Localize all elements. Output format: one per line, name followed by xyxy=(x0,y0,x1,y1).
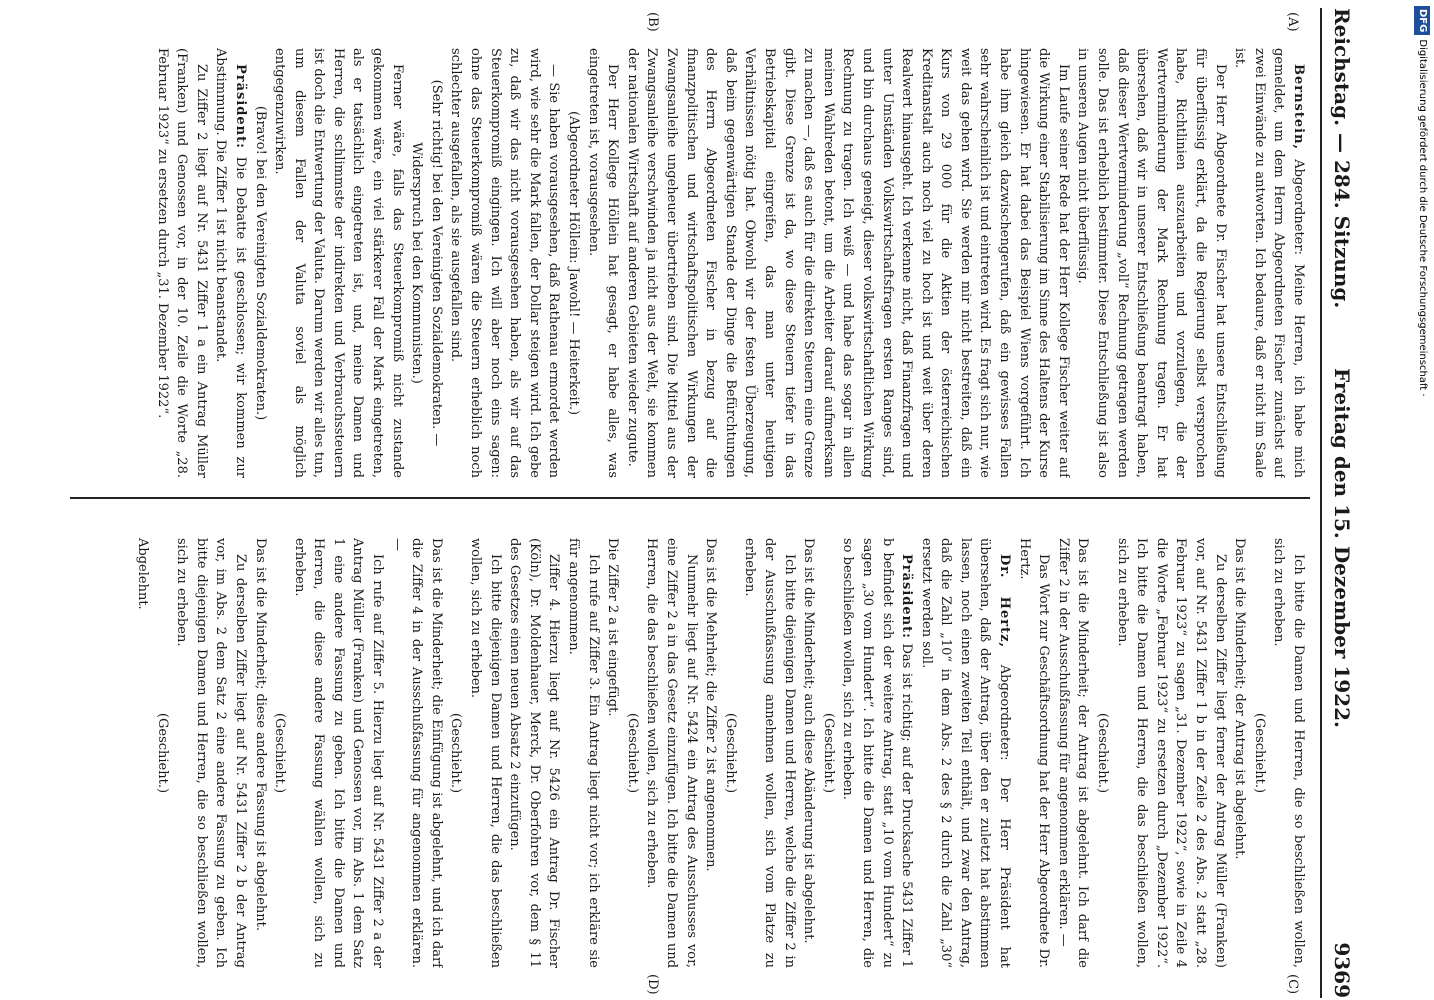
right-column-paragraph: (Geschieht.) xyxy=(154,712,170,794)
right-column-paragraph xyxy=(172,538,250,968)
paragraph-text: Die Debatte ist geschlossen; wir kommen zur Abstimmung. Die Ziffer 1 ist nicht beanstandet. xyxy=(213,48,248,478)
right-column-paragraph xyxy=(289,538,387,968)
speaker-name: Bernstein, xyxy=(1291,64,1306,151)
column-divider xyxy=(70,497,1310,499)
left-column-paragraph xyxy=(270,48,407,478)
right-column-paragraph: Das ist die Minderheit; der Antrag ist abgelehnt. Ich darf die Ziffer 2 in der Ausschußfassung für angenommen erklären. — xyxy=(1055,538,1091,968)
left-column-paragraph xyxy=(152,48,211,478)
speaker-name: Präsident: xyxy=(232,64,248,149)
right-column-paragraph xyxy=(505,538,564,968)
paragraph-text: Zu Ziffer 2 liegt auf Nr. 5431 Ziffer 1 a ein Antrag Müller (Franken) und Genossen vor, in der 10. Zeile die Worte „28. Februar 1923“ zu ersetzen durch „31. Dezember 1922“. xyxy=(154,48,209,478)
left-column-paragraph: (Bravo! bei den Vereinigten Sozialdemokraten.) xyxy=(252,105,268,421)
left-column-paragraph xyxy=(622,48,1073,478)
rotated-page-content xyxy=(40,8,1360,998)
paragraph-text: Zu derselben Ziffer liegt auf Nr. 5431 Ziffer 2 b der Antrag vor, im Abs. 2 dem Satz 2 eine andere Fassung zu geben. Ich bitte diejenigen Damen und Herren, die so beschließen wollen, sich zu erheben. xyxy=(174,538,248,968)
right-column-paragraph xyxy=(740,538,799,968)
digitization-note: Digitalisierung gefördert durch die Deutsche Forschungsgemeinschaft · xyxy=(1417,39,1428,397)
left-column xyxy=(68,48,1308,478)
right-column-paragraph: Das ist die Minderheit; die Einfügung ist abgelehnt, und ich darf die Ziffer 4 in der Ausschußfassung für angenommen erklären. — xyxy=(389,538,444,968)
speaker-name: Präsident: xyxy=(899,554,915,639)
paragraph-text: — Sie haben vorausgesehen, daß Rathenau ermordet werden wird, wie sehr die Mark fallen, der Dollar steigen wird. Ich gebe zu, daß wir das nicht vorausgesehen haben, als wir auf das Steuerkompromiß eingingen. Ich will aber noch eins sagen: ohne das Steuerkompromiß wären die Steuern erheblich noch schlechter ausgefallen, als sie ausgefallen sind. xyxy=(448,48,562,478)
left-column-paragraph: (Abgeordneter Höllein: Jawohl! — Heiterkeit.) xyxy=(566,110,582,416)
page-number: 9369 xyxy=(1330,942,1354,998)
paragraph-text: Abgeordneter: Der Herr Präsident hat übersehen, daß der Antrag, über den er zuletzt hat abstimmen lassen, noch einen zweiten Teil enthält, und zwar den Antrag, daß die Zahl „10“ in dem Abs. 2 des § 2 durch die Zahl „30“ ersetzt werden soll. xyxy=(918,538,1013,968)
header-left: Reichstag. — 284. Sitzung. xyxy=(1330,8,1354,309)
right-column-paragraph xyxy=(1112,538,1230,968)
right-column-paragraph: (Geschieht.) xyxy=(1251,712,1267,794)
right-column-paragraph xyxy=(465,538,504,968)
right-column-paragraph: Die Ziffer 2 a ist eingefügt. xyxy=(605,538,621,717)
right-column-paragraph: Das ist die Mehrheit; die Ziffer 2 ist angenommen. xyxy=(703,538,719,872)
right-column-paragraph: Abgelehnt. xyxy=(134,538,150,610)
left-column-paragraph xyxy=(211,48,250,478)
right-column-paragraph: Das ist die Minderheit; auch diese Abänderung ist abgelehnt. xyxy=(801,538,817,944)
right-column-paragraph: (Geschieht.) xyxy=(820,712,836,794)
left-column-paragraph xyxy=(1073,48,1230,478)
paragraph-text: Ich bitte diejenigen Damen und Herren, welche die Ziffer 2 in der Ausschußfassung annehmen wollen, sich vom Platze zu erheben. xyxy=(742,538,797,968)
right-column-paragraph: (Geschieht.) xyxy=(448,712,464,794)
speaker-name: Dr. Hertz, xyxy=(997,554,1013,648)
right-column-paragraph: Das ist die Minderheit; der Antrag ist abgelehnt. xyxy=(1232,538,1248,860)
paragraph-text: Ich bitte die Damen und Herren, die so beschließen wollen, sich zu erheben. xyxy=(1271,538,1306,968)
header-date: Freitag den 15. Dezember 1922. xyxy=(1330,368,1354,728)
right-column-paragraph xyxy=(916,538,1014,968)
paragraph-text: Ferner wäre, falls das Steuerkompromiß nicht zustande gekommen wäre, ein viel stärkerer Fall der Mark eingetreten, als er tatsächlich eingetreten ist, und, meine Damen und Herren, die schlimmste der indirekten und Verbrauchssteuern ist doch die Entwertung der Valuta. Darum werden wir alles tun, um diesem Fallen der Valuta soviel als möglich entgegenzuwirken. xyxy=(272,48,405,478)
dfg-logo: DFG xyxy=(1414,6,1430,35)
right-column-paragraph xyxy=(563,538,602,968)
paragraph-text: Der Herr Kollege Höllein hat gesagt, er habe alles, was eingetreten ist, vorausgesehen. xyxy=(585,48,621,478)
paragraph-text: Ich rufe auf Ziffer 3. Ein Antrag liegt nicht vor; ich erkläre sie für angenommen. xyxy=(566,538,601,968)
left-column-paragraph xyxy=(583,48,622,478)
right-column-paragraph xyxy=(838,538,916,968)
margin-marker-b: (B) xyxy=(645,12,660,32)
margin-marker-a: (A) xyxy=(1285,12,1300,32)
paragraph-text: Abgeordneter: Meine Herren, ich habe mich gemeldet, um dem Herrn Abgeordneten Fischer zunächst auf zwei Einwände zu antworten. Ich bedaure, daß er nicht im Saale ist. xyxy=(1232,48,1306,478)
paragraph-text: Ich rufe auf Ziffer 5. Hierzu liegt auf Nr. 5431 Ziffer 2 a der Antrag Müller (Franken) und Genossen vor, im Abs. 1 dem Satz 1 eine andere Fassung zu geben. Ich bitte die Damen und Herren, die diese andere Fassung wählen wollen, sich zu erheben. xyxy=(291,538,386,968)
right-column-paragraph: (Geschieht.) xyxy=(272,712,288,794)
right-column xyxy=(68,538,1308,968)
right-column-paragraph: (Geschieht.) xyxy=(722,712,738,794)
margin-marker-d: (D) xyxy=(645,974,660,995)
paragraph-text: Ich bitte diejenigen Damen und Herren, die das beschließen wollen, sich zu erheben. xyxy=(468,538,503,968)
paragraph-text: Zu derselben Ziffer liegt ferner der Antrag Müller (Franken) vor, auf Nr. 5431 Ziffer 1 b in der Zeile 2 des Abs. 2 statt „28. Februar 1923“ zu sagen „31. Dezember 1922“, sowie in Zeile 4 die Worte „Februar 1923“ zu ersetzen durch „Dezember 1922“. Ich bitte die Damen und Herren, die das beschließen wollen, sich zu erheben. xyxy=(1114,538,1228,968)
right-column-paragraph: (Geschieht.) xyxy=(1095,712,1111,794)
right-column-paragraph xyxy=(1014,538,1053,968)
paragraph-text: Ziffer 4. Hierzu liegt auf Nr. 5426 ein Antrag Dr. Fischer (Köln), Dr. Moldenhauer, Merck, Dr. Oberfohren vor, dem § 11 des Gesetzes einen neuen Absatz 2 einzufügen. xyxy=(507,538,562,968)
paragraph-text: Im Laufe seiner Rede hat der Herr Kollege Fischer weiter auf die Wirkung einer Stabilisierung im Sinne des Haltens der Kurse hingewiesen. Er hat dabei das Beispiel Wiens vorgeführt. Ich habe ihm gleich dazwischengerufen, daß ein gewisses Fallen sehr wahrscheinlich ist und eintreten wird. Es fragt sich nur, wie weit das gehen wird. Sie werden mir nicht bestreiten, daß ein Kurs von 29 000 für die Aktien der österreichischen Kreditanstalt auch noch viel zu hoch ist und weit über deren Realwert hinausgeht. Ich verkenne nicht, daß Finanzfragen und unter Umständen Volkswirtschaftsfragen ersten Ranges sind, und bin durchaus geneigt, dieser volkswirtschaftlichen Wirkung Rechnung zu tragen. Ich weiß — und habe das sogar in allen meinen Wahlreden betont, um die Arbeiter darauf aufmerksam zu machen —, daß es auch für die direkten Steuern eine Grenze gibt. Diese Grenze ist da, wo diese Steuern tiefer in das Betriebskapital eingreifen, das man unter heutigen Verhältnissen nötig hat. Obwohl wir der festen Überzeugung, daß beim gegenwärtigen Stande der Dinge die Befürchtungen des Herrn Abgeordneten Fischer in bezug auf die finanzpolitischen und wirtschaftspolitischen Wirkungen der Zwangsanleihe ungeheuer übertrieben sind. Die Mittel aus der Zwangsanleihe verschwinden ja nicht aus der Welt, sie kommen der nationalen Wirtschaft auf anderen Gebieten wieder zugute. xyxy=(624,48,1071,478)
left-column-paragraph xyxy=(1230,48,1308,478)
left-column-paragraph: (Sehr richtig! bei den Vereinigten Sozialdemokraten. — Widerspruch bei den Kommunisten.) xyxy=(409,79,444,447)
running-header xyxy=(1320,8,1360,998)
paragraph-text: Der Herr Abgeordnete Dr. Fischer hat unsere Entschließung für überflüssig erklärt, da die Regierung selbst versprochen habe, Richtlinien auszuarbeiten und vorzulegen, die der Wertverminderung der Mark Rechnung tragen. Er hat übersehen, daß wir in unserer Entschließung beantragt haben, daß dieser Wertverminderung „voll“ Rechnung getragen werden solle. Das ist erheblich bestimmter. Diese Entschließung ist also in unseren Augen nicht überflüssig. xyxy=(1075,48,1228,478)
left-column-paragraph xyxy=(446,48,564,478)
digitization-sidebar xyxy=(1414,6,1430,996)
right-column-paragraph: Das ist die Minderheit; diese andere Fassung ist abgelehnt. xyxy=(252,538,268,932)
paragraph-text: Das Wort zur Geschäftsordnung hat der Herr Abgeordnete Dr. Hertz. xyxy=(1016,538,1052,968)
paragraph-text: Das ist richtig; auf der Drucksache 5431 Ziffer 1 b befindet sich der weitere Antrag, statt „10 vom Hundert“ zu sagen „30 vom Hundert“. Ich bitte die Damen und Herren, die so beschließen wollen, sich zu erheben. xyxy=(840,538,915,968)
right-column-paragraph xyxy=(642,538,701,968)
paragraph-text: Nunmehr liegt auf Nr. 5424 ein Antrag des Ausschusses vor, eine Ziffer 2 a in das Gesetz einzufügen. Ich bitte die Damen und Herren, die das beschließen wollen, sich zu erheben. xyxy=(644,538,699,968)
right-column-paragraph xyxy=(1269,538,1308,968)
margin-marker-c: (C) xyxy=(1285,974,1300,995)
right-column-paragraph: (Geschieht.) xyxy=(624,712,640,794)
